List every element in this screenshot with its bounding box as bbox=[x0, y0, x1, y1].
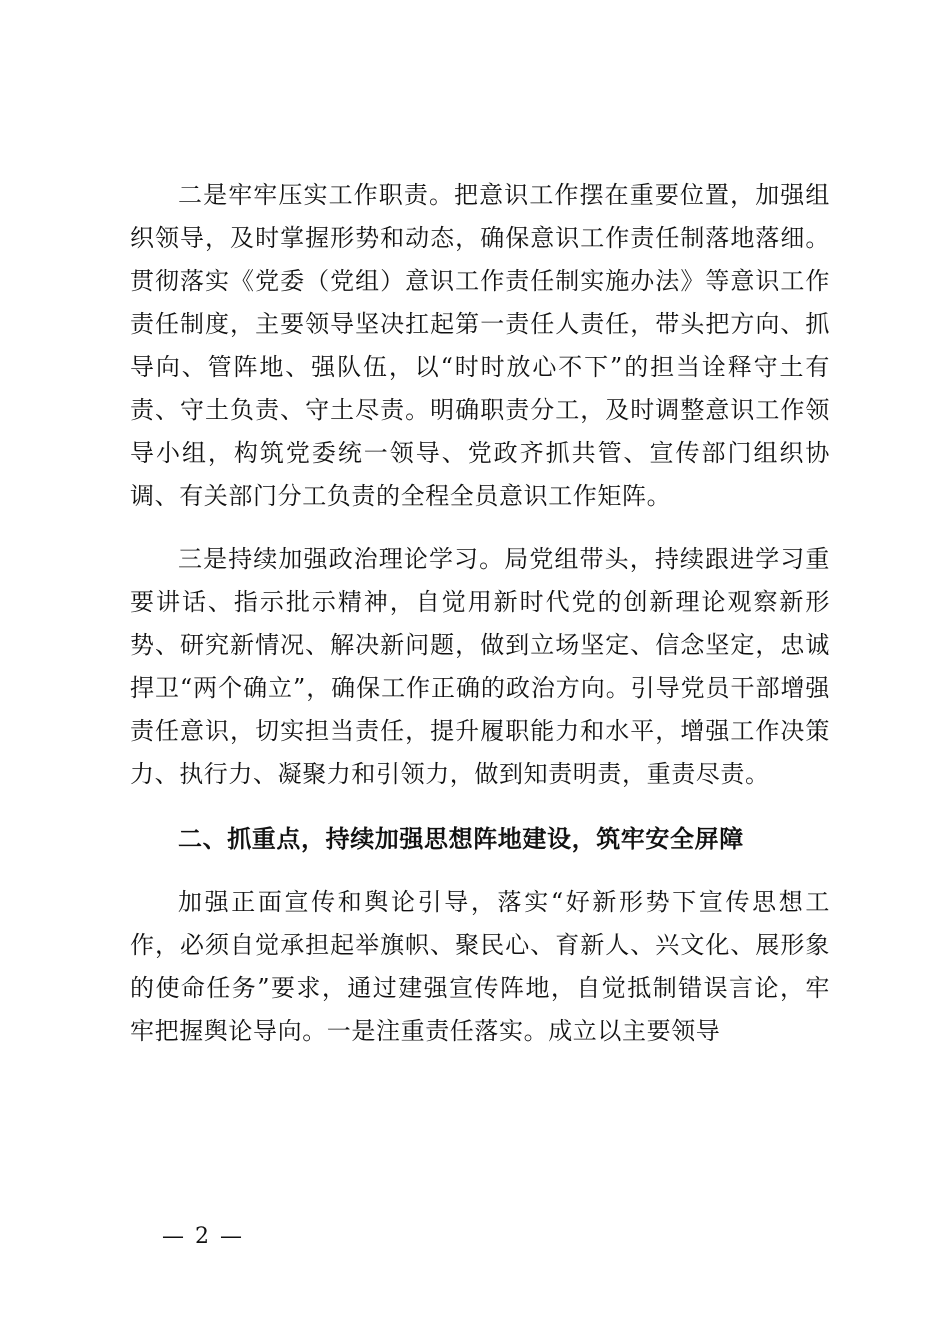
section-heading: 二、抓重点，持续加强思想阵地建设，筑牢安全屏障 bbox=[178, 825, 744, 853]
paragraph-work-responsibility: 二是牢牢压实工作职责。把意识工作摆在重要位置，加强组织领导，及时掌握形势和动态，确保意识工作责任制落地落细。贯彻落实《党委（党组）意识工作责任制实施办法》等意识工作责任制度，主要领导坚决扛起第一责任人责任，带头把方向、抓导向、管阵地、强队伍，以“时时放心不下”的担当诠释守土有责、守土负责、守土尽责。明确职责分工，及时调整意识工作领导小组，构筑党委统一领导、党政齐抓共管、宣传部门组织协调、有关部门分工负责的全程全员意识工作矩阵。 bbox=[130, 181, 830, 510]
document-body bbox=[130, 174, 830, 1053]
page-number: — 2 — bbox=[162, 1224, 244, 1249]
paragraph-publicity-guidance: 加强正面宣传和舆论引导，落实“好新形势下宣传思想工作，必须自觉承担起举旗帜、聚民心、育新人、兴文化、展形象的使命任务”要求，通过建强宣传阵地，自觉抵制错误言论，牢牢把握舆论导向。一是注重责任落实。成立以主要领导 bbox=[130, 888, 830, 1045]
paragraph-political-study: 三是持续加强政治理论学习。局党组带头，持续跟进学习重要讲话、指示批示精神，自觉用新时代党的创新理论观察新形势、研究新情况、解决新问题，做到立场坚定、信念坚定，忠诚捍卫“两个确立”，确保工作正确的政治方向。引导党员干部增强责任意识，切实担当责任，提升履职能力和水平，增强工作决策力、执行力、凝聚力和引领力，做到知责明责，重责尽责。 bbox=[130, 545, 830, 788]
